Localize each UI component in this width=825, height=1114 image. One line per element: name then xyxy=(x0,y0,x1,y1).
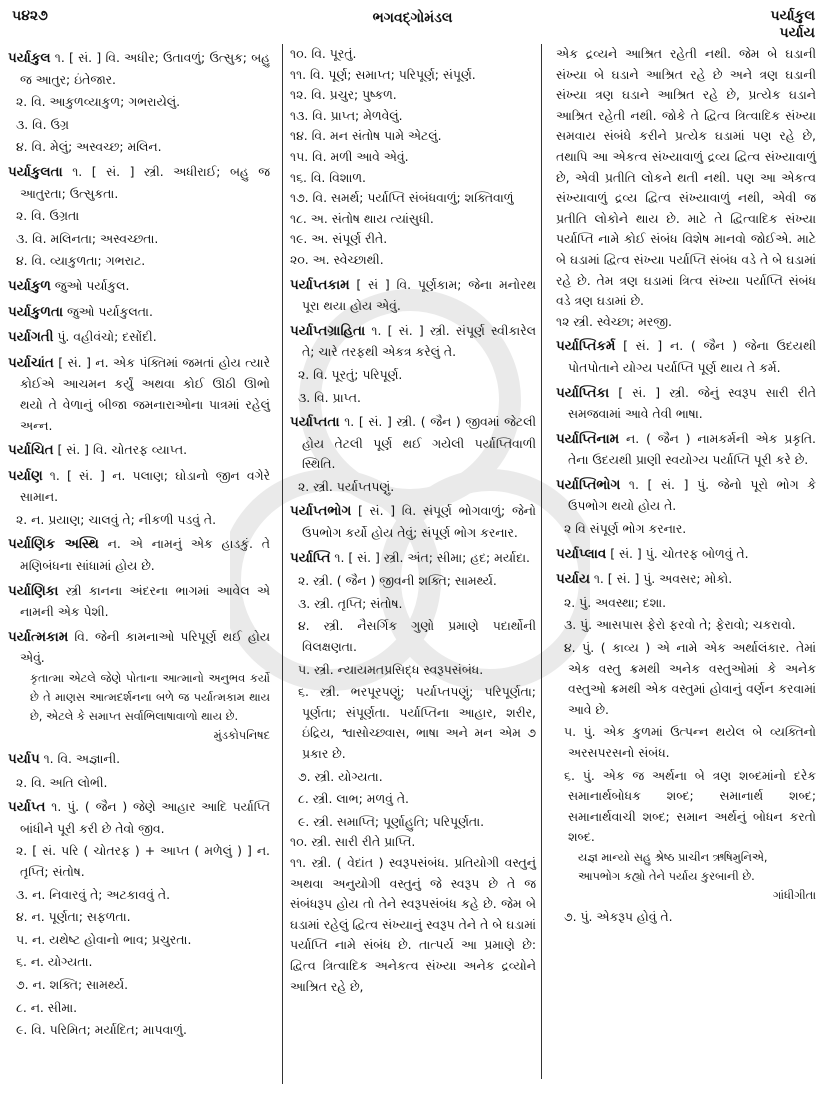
headword: પર્યાપ્તતા xyxy=(290,415,340,431)
headword: પર્યાપ્તભોગ xyxy=(290,504,352,520)
sense-line: ૨. વિ. પૂરતું; પરિપૂર્ણ. xyxy=(298,366,403,382)
quotation: કૃતાત્મા એટલે જેણે પોતાના આત્માનો અનુભવ કર્યો છે તે માણસ આત્મદર્શનના બળે જ પર્યાત્મકામ થાય છે, એટલે કે સમાપ્ત સર્વાભિલાષાવાળો થાય છે. xyxy=(30,671,270,724)
paragraph: ૧૦. સ્ત્રી. સારી રીતે પ્રાપ્તિ. xyxy=(290,834,416,850)
dictionary-entry xyxy=(8,749,270,771)
dictionary-entry xyxy=(8,353,270,436)
sense-line: ૨. પું. અવસ્થા; દશા. xyxy=(564,594,667,610)
definition: [ સં. ] વિ. સંપૂર્ણ ભોગવાળું; જેનો ઉપભોગ કર્યો હોય તેવું; સંપૂર્ણ ભોગ કરનાર. xyxy=(302,503,536,541)
sense-line: ૬. સ્ત્રી. ભરપૂરપણું; પર્યાપ્તપણું; પરિપૂર્ણતા; પૂર્ણતા; સંપૂર્ણતા. પર્યાપ્તિના આહાર, શરીર, ઇંદ્રિય, શ્વાસોચ્છ્વાસ, ભાષા અને મન એમ ૭ પ્રકાર છે. xyxy=(298,684,536,761)
sense-line: ૩. સ્ત્રી. તૃપ્તિ; સંતોષ. xyxy=(298,595,403,611)
definition: ૧. [ સં. ] વિ. અધીર; ઉતાવળું; ઉત્સુક; બહુ જ આતુર; ઇંતેજાર. xyxy=(20,50,270,87)
sense-line: ૨. સ્ત્રી. પર્યાપ્તપણું. xyxy=(298,478,395,494)
sense-line: ૪. ન. પૂર્ણતા; સફળતા. xyxy=(16,909,131,925)
dictionary-entry xyxy=(556,383,816,425)
dictionary-entry xyxy=(556,569,816,591)
paragraph: ૧૯. અ. સંપૂર્ણ રીતે. xyxy=(290,231,388,247)
definition: જુઓ પર્યાકુલ. xyxy=(50,277,130,293)
paragraph: ૧૭. વિ. સમર્થ; પર્યાપ્તિ સંબંધવાળું; શક્તિવાળું xyxy=(290,190,514,206)
sense-line: ૫. સ્ત્રી. ન્યાયમતપ્રસિદ્ધ સ્વરૂપસંબંધ. xyxy=(298,661,484,677)
headword: પર્યાપ્તિનામ xyxy=(556,431,620,447)
definition: વિ. જેની કામનાઓ પરિપૂર્ણ થઈ હોય એવું. xyxy=(20,628,270,666)
headword: પર્યાપ્લાવ xyxy=(556,546,607,562)
paragraph: એક દ્રવ્યને આશ્રિત રહેતી નથી. જેમ બે ઘડાની સંખ્યા બે ઘડાને આશ્રિત રહે છે અને ત્રણ ઘડાની સંખ્યા ત્રણ ઘડાને આશ્રિત રહે છે, પ્રત્યેક ઘડાને આશ્રિત રહેતી નથી. જોકે તે દ્વિત્વ ત્રિત્વાદિક સંખ્યા સમવાય સંબંધે કરીને પ્રત્યેક ઘડામાં પણ રહે છે, તથાપિ આ એકત્વ સંખ્યાવાળું દ્રવ્ય દ્વિત્વ સંખ્યાવાળું છે, એવી પ્રતીતિ લોકને થતી નથી. પણ આ એકત્વ સંખ્યાવાળું દ્રવ્ય દ્વિત્વ સંખ્યાવાળું નથી, એવી જ પ્રતીતિ લોકોને થાય છે. માટે તે દ્વિત્વાદિક સંખ્યા પર્યાપ્તિ નામે કોઈ સંબંધ વિશેષ માનવો જોઈએ. માટે બે ઘડામાં દ્વિત્વ સંખ્યા પર્યાપ્તિ સંબંધ વડે તે બે ઘડામાં રહે છે. તેમ ત્રણ ઘડામાં ત્રિત્વ સંખ્યા પર્યાપ્તિ સંબંધ વડે ત્રણ ઘડામાં છે. xyxy=(556,46,816,309)
sense-line: ૩. વિ. પ્રાપ્ત. xyxy=(298,389,361,405)
dictionary-entry xyxy=(8,48,270,90)
definition: ૧. [ સં. ] સ્ત્રી. અધીરાઈ; બહુ જ આતુરતા; ઉત્સુકતા. xyxy=(20,163,270,201)
paragraph: ૧૮. અ. સંતોષ થાય ત્યાંસુધી. xyxy=(290,210,434,226)
sense-line: ૩. વિ. ઉગ્ર xyxy=(16,116,69,132)
headword: પર્યાકુળ xyxy=(8,278,51,294)
paragraph: ૧૪. વિ. મન સંતોષ પામે એટલું. xyxy=(290,128,442,144)
sense-line: ૭. સ્ત્રી. યોગ્યતા. xyxy=(298,768,383,784)
dictionary-entry xyxy=(8,302,270,324)
definition: [ સં. ] વિ. ચોતરફ વ્યાપ્ત. xyxy=(53,442,188,458)
dictionary-entry xyxy=(290,275,536,317)
headword: પર્યાચિત xyxy=(8,443,54,459)
citation: મુંડકોપનિષદ xyxy=(213,728,270,743)
dictionary-entry xyxy=(8,162,270,204)
sense-line: ૨. વિ. આકુળવ્યાકુળ; ગભરાયેલું. xyxy=(16,94,181,110)
quotation: યજ્ઞ માન્યો સહુ શ્રેષ્ઠ પ્રાચીન ઋષિમુનિએ, xyxy=(578,849,768,864)
dictionary-entry xyxy=(8,466,270,508)
sense-line: ૮. ન. સીમા. xyxy=(16,999,78,1015)
dictionary-entry xyxy=(290,501,536,543)
paragraph: ૧૧. વિ. પૂર્ણ; સમાપ્ત; પરિપૂર્ણ; સંપૂર્ણ. xyxy=(290,66,476,82)
headword: પર્યાય xyxy=(556,572,590,588)
dictionary-entry xyxy=(8,627,270,669)
column-1 xyxy=(8,44,270,1041)
dictionary-entry xyxy=(8,581,270,623)
column-2 xyxy=(290,44,536,997)
headword: પર્યાકુલતા xyxy=(8,164,63,180)
sense-line: ૪. વિ. મેલું; અસ્વચ્છ; મલિન. xyxy=(16,139,162,155)
sense-line: ૨ વિ સંપૂર્ણ ભોગ કરનાર. xyxy=(564,521,687,537)
headword: પર્યાણ xyxy=(8,468,43,484)
paragraph: ૧૫. વિ. મળી આવે એવું. xyxy=(290,148,409,164)
headword: પર્યાત્મકામ xyxy=(8,629,69,645)
definition: [ સં. ] પું. ચોતરફ બોળવું તે. xyxy=(606,545,749,561)
definition: ૧. વિ. અજ્ઞાની. xyxy=(39,751,121,767)
definition: ૧. [ સં. ] પું. અવસર; મોકો. xyxy=(589,571,733,587)
headword: પર્યાપ્તકામ xyxy=(290,277,350,293)
guide-words xyxy=(771,8,815,42)
definition: ૧. [ સં. ] પું. જેનો પૂરો ભોગ કે ઉપભોગ થયો હોય તે. xyxy=(568,476,816,514)
column-divider xyxy=(282,44,283,1084)
headword: પર્યાપ્તગ્રાહિતા xyxy=(290,323,366,339)
dictionary-entry xyxy=(556,336,816,378)
dictionary-entry xyxy=(556,544,816,566)
sense-line: ૯. વિ. પરિમિત; મર્યાદિત; માપવાળું. xyxy=(16,1022,187,1038)
definition: ૧. પું. ( જૈન ) જેણે આહાર આદિ પર્યાપ્તિ બાંધીને પૂરી કરી છે તેવો જીવ. xyxy=(20,799,270,836)
paragraph: ૧૧. સ્ત્રી. ( વેદાંત ) સ્વરૂપસંબંધ. પ્રતિયોગી વસ્તુનું અથવા અનુયોગી વસ્તુનું જે સ્વરૂપ છે તે જ સંબંધરૂપ હોય તો તેને સ્વરૂપસંબંધ કહે છે. જેમ બે ઘડામાં રહેલું દ્વિત્વ સંખ્યાનું સ્વરૂપ તેને તે બે ઘડામાં પર્યાપ્તિ નામે સંબંધ છે. તાત્પર્ય આ પ્રમાણે છે: દ્વિત્વ ત્રિત્વાદિક અનેકત્વ સંખ્યા અનેક દ્રવ્યોને આશ્રિત રહે છે, xyxy=(290,854,536,994)
dictionary-entry xyxy=(556,429,816,471)
headword: પર્યાપ xyxy=(8,752,40,768)
sense-line: ૩. ન. નિવારવું તે; અટકાવવું તે. xyxy=(16,886,171,902)
definition: [ સં. ] ન. ( જૈન ) જેના ઉદયથી પોતપોતાને યોગ્ય પર્યાપ્તિ પૂર્ણ થાય તે કર્મ. xyxy=(568,338,816,375)
sense-line: ૪. વિ. વ્યાકુળતા; ગભરાટ. xyxy=(16,253,146,269)
definition: ૧. [ સં. ] સ્ત્રી. સંપૂર્ણ સ્વીકારેલ તે; ચારે તરફથી એકત્ર કરેલું તે. xyxy=(302,322,536,360)
dictionary-entry xyxy=(8,534,270,576)
headword: પર્યાગતી xyxy=(8,330,54,346)
dictionary-entry xyxy=(8,797,270,839)
definition: જુઓ પર્યાકુલતા. xyxy=(63,303,153,319)
sense-line: ૪. પું. ( કાવ્ય ) એ નામે એક અર્થાલંકાર. તેમાં એક વસ્તુ ક્રમથી અનેક વસ્તુઓમાં કે અનેક વસ્તુઓ ક્રમથી એક વસ્તુમાં હોવાનું વર્ણન કરવામાં આવે છે. xyxy=(564,640,816,717)
definition: [ સં. ] સ્ત્રી. જેનું સ્વરૂપ સારી રીતે સમજવામાં આવે તેવી ભાષા. xyxy=(568,384,816,422)
guide-word-last: પર્યાય xyxy=(779,25,815,41)
paragraph: ૧૬. વિ. વિશાળ. xyxy=(290,169,366,185)
dictionary-entry xyxy=(8,276,270,298)
paragraph: ૧૩. વિ. પ્રાપ્ત; મેળવેલું. xyxy=(290,107,403,123)
definition: ન. ( જૈન ) નામકર્મની એક પ્રકૃતિ. તેના ઉદયથી પ્રાણી સ્વયોગ્ય પર્યાપ્તિ પૂરી કરે છે. xyxy=(568,430,816,468)
dictionary-entry xyxy=(290,321,536,363)
headword: પર્યાચાંત xyxy=(8,355,54,371)
paragraph: ૧૨ સ્ત્રી. સ્વેચ્છા; મરજી. xyxy=(556,313,672,329)
headword: પર્યાકુલ xyxy=(8,51,51,66)
sense-line: ૨. [ સં. પરિ ( ચોતરફ ) + આપ્ત ( મળેલું ) ] ન. તૃપ્તિ; સંતોષ. xyxy=(16,843,270,879)
headword: પર્યાપ્ત xyxy=(8,800,46,816)
definition: [ સં ] વિ. પૂર્ણકામ; જેના મનોરથ પૂરા થયા હોય એવું. xyxy=(302,276,536,314)
definition: ૧. [ સં. ] સ્ત્રી. ( જૈન ) જીવમાં જેટલી હોય તેટલી પૂર્ણ થઈ ગયેલી પર્યાપ્તિવાળી સ્થિતિ. xyxy=(302,414,536,472)
sense-line: ૫. પું. એક કુળમાં ઉત્પન્ન થયેલ બે વ્યક્તિનો અરસપરસનો સંબંધ. xyxy=(564,724,816,760)
sense-line: ૫. ન. યથેષ્ટ હોવાનો ભાવ; પ્રચુરતા. xyxy=(16,931,192,947)
headword: પર્યાપ્તિ xyxy=(290,550,331,566)
dictionary-entry xyxy=(8,440,270,462)
headword: પર્યાણિક અસ્થિ xyxy=(8,537,99,553)
quotation: આપભોગ કહ્યો તેને પર્યાય કુરબાની છે. xyxy=(578,868,755,883)
paragraph: ૧૨. વિ. પ્રચુર; પુષ્કળ. xyxy=(290,87,397,103)
sense-line: ૨. ન. પ્રયાણ; ચાલવું તે; નીકળી પડવું તે. xyxy=(16,511,217,527)
sense-line: ૯. સ્ત્રી. સમાપ્તિ; પૂર્ણાહુતિ; પરિપૂર્ણતા. xyxy=(298,813,485,829)
dictionary-entry xyxy=(290,412,536,475)
definition: ૧. [ સં. ] ન. પલાણ; ઘોડાનો જીન વગેરે સામાન. xyxy=(20,467,270,505)
book-title: ભગવદ્ગોમંડલ xyxy=(372,10,453,26)
sense-line: ૭. પું. એકરૂપ હોવું તે. xyxy=(564,908,673,924)
paragraph: ૨૦. અ. સ્વેચ્છાથી. xyxy=(290,251,384,267)
headword: પર્યાપ્તિકા xyxy=(556,385,610,401)
column-3 xyxy=(556,44,816,928)
headword: પર્યાપ્તિકર્મ xyxy=(556,339,616,355)
sense-line: ૮. સ્ત્રી. લાભ; મળવું તે. xyxy=(298,791,409,807)
column-divider xyxy=(541,44,542,1079)
definition: સ્ત્રી કાનના અંદરના ભાગમાં આવેલ એ નામની એક પેશી. xyxy=(20,582,270,620)
sense-line: ૭. ન. શક્તિ; સામર્થ્ય. xyxy=(16,976,129,992)
paragraph: ૧૦. વિ. પૂરતું. xyxy=(290,46,357,61)
citation: ગાંધીગીતા xyxy=(772,887,816,902)
sense-line: ૩. વિ. મલિનતા; અસ્વચ્છતા. xyxy=(16,230,159,246)
sense-line: ૨. સ્ત્રી. ( જૈન ) જીવની શક્તિ; સામર્થ્ય. xyxy=(298,573,497,589)
definition: [ સં. ] ન. એક પંક્તિમાં જમતાં હોય ત્યારે કોઈએ આચમન કર્યું અથવા કોઈ ઊઠી ઊભો થયો તે વેળાનું બીજા જમનારાઓના પાત્રમાં રહેલું અન્ન. xyxy=(20,354,270,433)
sense-line: ૨. વિ. ઉગ્રતા xyxy=(16,208,80,224)
definition: ૧. [ સં. ] સ્ત્રી. અંત; સીમા; હદ; મર્યાદા. xyxy=(330,549,530,565)
dictionary-entry xyxy=(556,475,816,517)
guide-word-first: પર્યાકુલ xyxy=(770,8,815,24)
sense-line: ૬. ન. યોગ્યતા. xyxy=(16,954,93,970)
sense-line: ૪. સ્ત્રી. નૈસર્ગિક ગુણો પ્રમાણે પદાર્થોની વિલક્ષણતા. xyxy=(298,618,536,655)
headword: પર્યાકુળતા xyxy=(8,304,63,320)
sense-line: ૩. પું. આસપાસ ફેરો ફરવો તે; ફેરાવો; ચકરાવો. xyxy=(564,617,796,633)
page-number: ૫૪૨૭ xyxy=(12,8,48,24)
dictionary-entry xyxy=(290,548,536,570)
dictionary-entry xyxy=(8,327,270,349)
sense-line: ૨. વિ. અતિ લોભી. xyxy=(16,774,108,790)
sense-line: ૬. પું. એક જ અર્થના બે ત્રણ શબ્દમાંનો દરેક સમાનાર્થબોધક શબ્દ; સમાનાર્થ શબ્દ; સમાનાર્થવાચી શબ્દ; સમાન અર્થનું બોધન કરતો શબ્દ. xyxy=(564,767,816,845)
definition: ન. એ નામનું એક હાડકું. તે મણિબંધના સાંધામાં હોય છે. xyxy=(20,536,270,574)
headword: પર્યાણિકા xyxy=(8,583,59,599)
definition: પું. વહીવંચો; દસોંદી. xyxy=(53,329,157,345)
headword: પર્યાપ્તિભોગ xyxy=(556,477,621,493)
